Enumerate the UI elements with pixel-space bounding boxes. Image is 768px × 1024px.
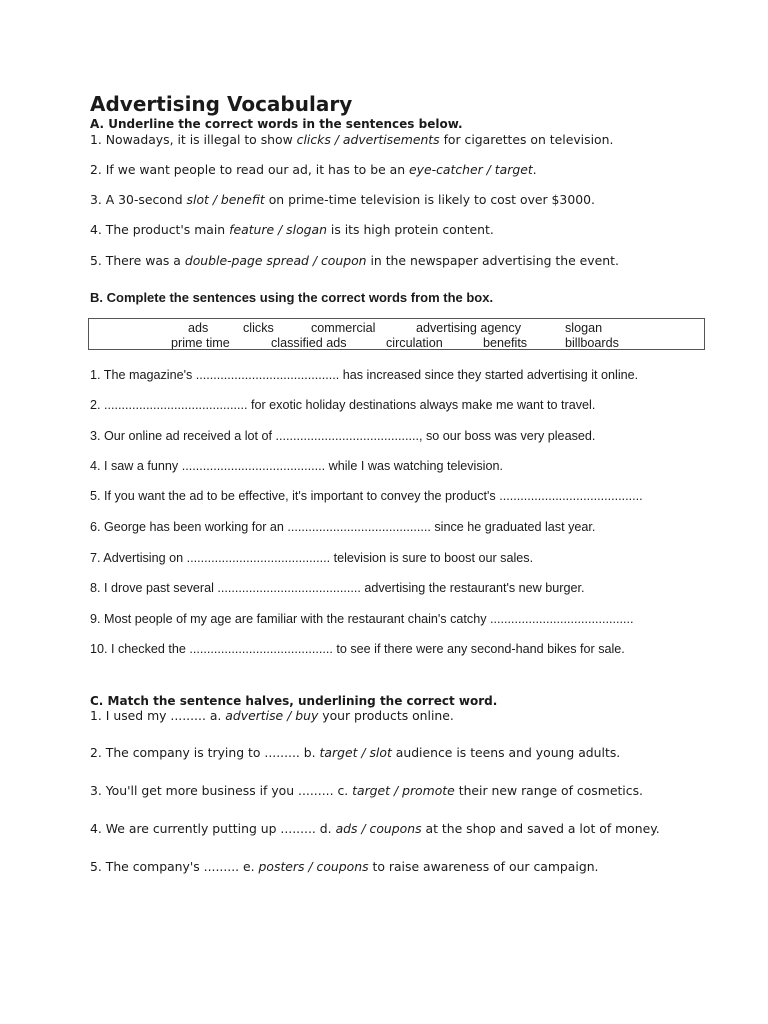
- word-box-item: classified ads: [271, 336, 347, 350]
- section-a-item-1: 1. Nowadays, it is illegal to show clicks / advertisements for cigarettes on television.: [90, 132, 614, 147]
- section-c-heading: C. Match the sentence halves, underlining the correct word.: [90, 694, 498, 708]
- section-c-item-4: 4. We are currently putting up ......... d. ads / coupons at the shop and saved a lot of money.: [90, 821, 660, 836]
- word-box-item: slogan: [565, 321, 603, 335]
- section-a-item-5: 5. There was a double-page spread / coupon in the newspaper advertising the event.: [90, 253, 619, 268]
- section-a-item-2: 2. If we want people to read our ad, it has to be an eye-catcher / target.: [90, 162, 537, 177]
- word-box-item: advertising agency: [416, 321, 522, 335]
- word-box-item: billboards: [565, 336, 619, 350]
- section-b-item-4: 4. I saw a funny ......................................... while I was watching television.: [90, 459, 503, 473]
- word-box: [88, 318, 705, 350]
- section-a-item-4: 4. The product's main feature / slogan is its high protein content.: [90, 222, 494, 237]
- page-title: Advertising Vocabulary: [90, 92, 353, 116]
- word-box-item: prime time: [171, 336, 230, 350]
- section-c-item-1: 1. I used my ......... a. advertise / buy your products online.: [90, 708, 454, 723]
- section-b-item-10: 10. I checked the ......................................... to see if there were any second-hand bikes for sale.: [90, 642, 625, 656]
- section-b-heading: B. Complete the sentences using the correct words from the box.: [90, 290, 494, 305]
- section-b-item-7: 7. Advertising on ......................................... television is sure to boost our sales.: [90, 551, 534, 565]
- section-b-item-9: 9. Most people of my age are familiar with the restaurant chain's catchy .........................................: [90, 612, 634, 626]
- section-b-item-3: 3. Our online ad received a lot of ........................................., so our boss was very pleased.: [90, 429, 596, 443]
- section-a-heading: A. Underline the correct words in the sentences below.: [90, 117, 463, 131]
- section-b-item-1: 1. The magazine's ......................................... has increased since they started advertising it online.: [90, 368, 639, 382]
- section-c-item-3: 3. You'll get more business if you ......... c. target / promote their new range of cosmetics.: [90, 783, 643, 798]
- word-box-item: ads: [188, 321, 209, 335]
- word-box-item: commercial: [311, 321, 376, 335]
- section-b-item-8: 8. I drove past several ......................................... advertising the restaurant's new burger.: [90, 581, 585, 595]
- section-b-item-5: 5. If you want the ad to be effective, it's important to convey the product's .........................................: [90, 489, 643, 503]
- word-box-item: clicks: [243, 321, 274, 335]
- section-c-item-5: 5. The company's ......... e. posters / coupons to raise awareness of our campaign.: [90, 859, 599, 874]
- word-box-item: benefits: [483, 336, 528, 350]
- section-b-item-6: 6. George has been working for an ......................................... since he graduated last year.: [90, 520, 596, 534]
- section-a-item-3: 3. A 30-second slot / benefit on prime-time television is likely to cost over $3000.: [90, 192, 595, 207]
- section-c-item-2: 2. The company is trying to ......... b. target / slot audience is teens and young adults.: [90, 745, 621, 760]
- section-b-item-2: 2. ......................................... for exotic holiday destinations always make me want to travel.: [90, 398, 596, 412]
- word-box-item: circulation: [386, 336, 443, 350]
